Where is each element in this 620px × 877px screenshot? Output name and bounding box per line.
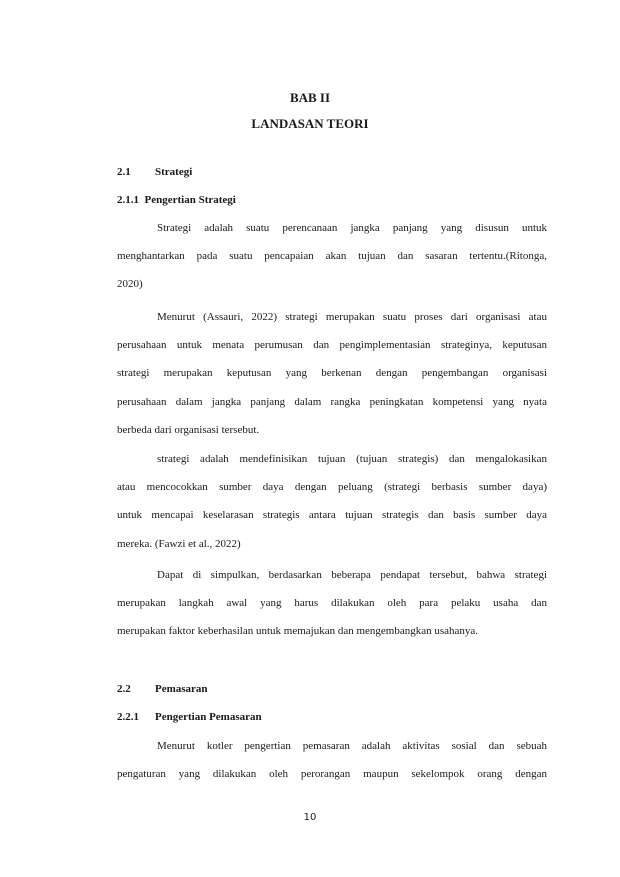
paragraph-line: perusahaan untuk menata perumusan dan pengimplementasian strateginya, keputusan bbox=[117, 339, 547, 352]
section-number: 2.2.1 bbox=[117, 711, 139, 723]
paragraph-line: merupakan faktor keberhasilan untuk memajukan dan mengembangkan usahanya. bbox=[117, 625, 479, 638]
paragraph-line: pengaturan yang dilakukan oleh perorangan maupun sekelompok orang dengan bbox=[117, 768, 547, 781]
paragraph-line: strategi adalah mendefinisikan tujuan (tujuan strategis) dan mengalokasikan bbox=[157, 453, 547, 465]
section-number: 2.1.1 bbox=[117, 194, 139, 206]
section-title: Pengertian Pemasaran bbox=[155, 711, 262, 723]
section-number: 2.1 bbox=[117, 166, 131, 178]
paragraph-line: mereka. (Fawzi et al., 2022) bbox=[117, 537, 241, 550]
paragraph-line: merupakan langkah awal yang harus dilakukan oleh para pelaku usaha dan bbox=[117, 597, 547, 610]
section-heading-2-1-1 bbox=[117, 194, 236, 206]
paragraph-line: berbeda dari organisasi tersebut. bbox=[117, 423, 260, 436]
section-number: 2.2 bbox=[117, 683, 131, 695]
paragraph-line: strategi merupakan keputusan yang berkenan dengan pengembangan organisasi bbox=[117, 367, 547, 380]
paragraph-assauri bbox=[117, 303, 547, 444]
paragraph-line: perusahaan dalam jangka panjang dalam rangka peningkatan kompetensi yang nyata bbox=[117, 395, 547, 408]
paragraph-line: Dapat di simpulkan, berdasarkan beberapa pendapat tersebut, bahwa strategi bbox=[157, 569, 547, 581]
section-title: Pengertian Strategi bbox=[144, 194, 236, 206]
paragraph-conclusion bbox=[117, 561, 547, 646]
section-title: Pemasaran bbox=[155, 683, 208, 695]
paragraph-line: menghantarkan pada suatu pencapaian akan tujuan dan sasaran tertentu.(Ritonga, bbox=[117, 250, 547, 263]
paragraph-line: Menurut kotler pengertian pemasaran adalah aktivitas sosial dan sebuah bbox=[157, 740, 547, 752]
paragraph-line: Menurut (Assauri, 2022) strategi merupakan suatu proses dari organisasi atau bbox=[157, 311, 547, 323]
chapter-title: LANDASAN TEORI bbox=[251, 116, 369, 131]
section-heading-2-1 bbox=[117, 166, 192, 178]
chapter-number: BAB II bbox=[289, 90, 331, 105]
paragraph-line: atau mencocokkan sumber daya dengan peluang (strategi berbasis sumber daya) bbox=[117, 481, 547, 494]
section-heading-2-2 bbox=[117, 683, 208, 695]
paragraph-line: untuk mencapai keselarasan strategis antara tujuan strategis dan basis sumber daya bbox=[117, 509, 547, 522]
paragraph-strategy-definition bbox=[117, 214, 547, 299]
section-title: Strategi bbox=[155, 166, 193, 178]
paragraph-line: Strategi adalah suatu perencanaan jangka panjang yang disusun untuk bbox=[157, 222, 547, 234]
paragraph-kotler bbox=[117, 732, 547, 788]
page-number: 10 bbox=[303, 812, 317, 823]
paragraph-fawzi bbox=[117, 445, 547, 558]
section-heading-2-2-1 bbox=[117, 711, 262, 723]
paragraph-line: 2020) bbox=[117, 278, 143, 291]
